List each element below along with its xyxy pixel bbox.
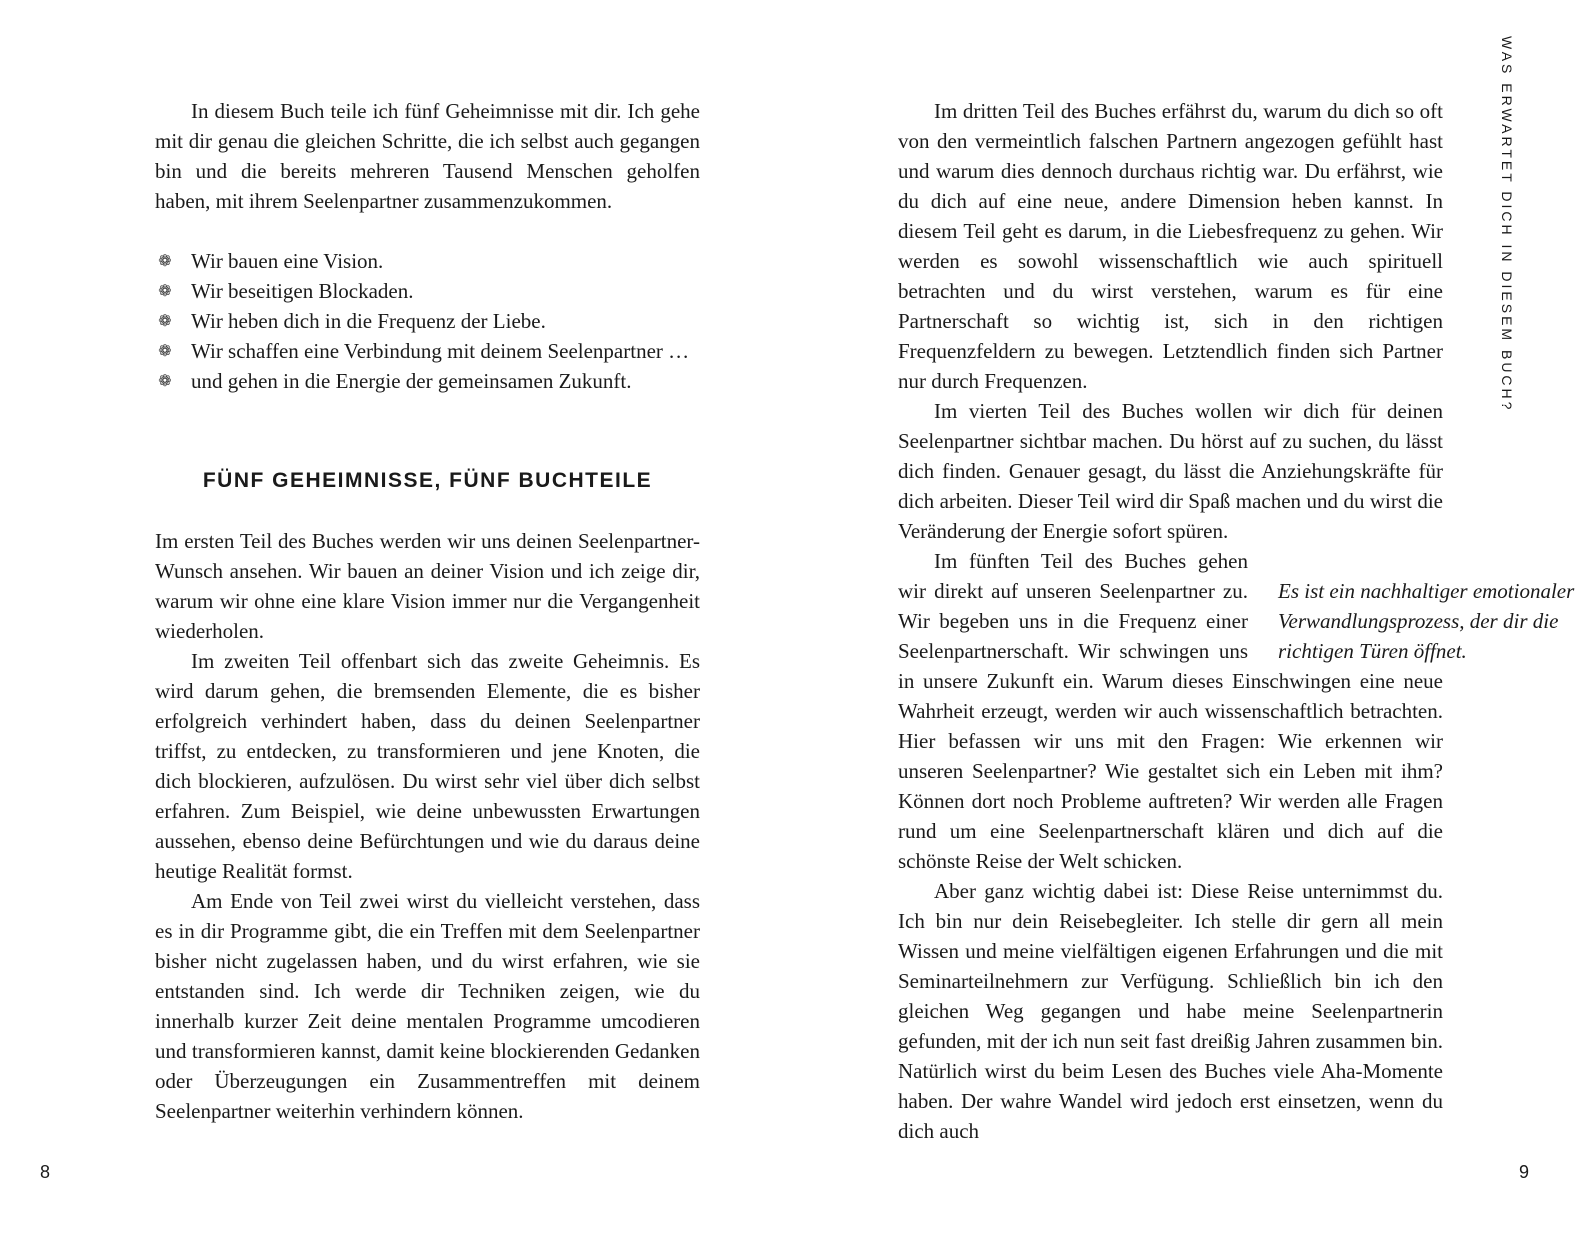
running-head: WAS ERWARTET DICH IN DIESEM BUCH? [1499, 36, 1515, 413]
list-item-text: Wir schaffen eine Verbindung mit deinem Seelenpartner … [191, 339, 690, 363]
list-item [155, 246, 700, 276]
paragraph-part-five: Im fünften Teil des Buches gehen wir direkt auf unseren Seelenpartner zu. Wir begeben uns in die Frequenz einer Seelenpartnerschaft. Wir schwingen uns in unsere Zukunft ein. Warum dieses Einschwingen eine neue Wahrheit erzeugt, werden wir auch wissenschaftlich betrachten. Hier befassen wir uns mit den Fragen: Wie erkennen wir unseren Seelenpartner? Wie gestaltet sich ein Leben mit ihm? Können dort noch Probleme auftreten? Wir werden alle Fragen rund um eine Seelenpartnerschaft klären und dich auf die schönste Reise der Welt schicken. [898, 549, 1443, 873]
page-number-right: 9 [1519, 1162, 1530, 1182]
list-item-text: Wir beseitigen Blockaden. [191, 279, 414, 303]
flower-ornament-icon: ❁ [158, 251, 172, 270]
paragraph-part-three: Im dritten Teil des Buches erfährst du, warum du dich so oft von den vermeintlich falschen Partnern angezogen gefühlt hast und warum dies dennoch durchaus richtig war. Du erfährst, wie du dich auf eine neue, andere Dimension heben kannst. In diesem Teil geht es darum, in die Liebesfrequenz zu gehen. Wir werden es sowohl wissenschaftlich wie auch spirituell betrachten und du wirst verstehen, warum es für eine Partnerschaft so wichtig ist, sich in den richtigen Frequenzfeldern zu bewegen. Letztendlich finden sich Partner nur durch Frequenzen. [898, 99, 1443, 393]
flower-ornament-icon: ❁ [158, 311, 172, 330]
section-heading: FÜNF GEHEIMNISSE, FÜNF BUCHTEILE [202, 469, 653, 492]
list-item [155, 306, 700, 336]
list-item-text: und gehen in die Energie der gemeinsamen Zukunft. [191, 369, 632, 393]
paragraph-part-four: Im vierten Teil des Buches wollen wir dich für deinen Seelenpartner sichtbar machen. Du hörst auf zu suchen, du lässt dich finden. Genauer gesagt, du lässt die Anziehungskräfte für dich arbeiten. Dieser Teil wird dir Spaß machen und du wirst die Veränderung der Energie sofort spüren. [898, 399, 1443, 543]
paragraph-closing: Aber ganz wichtig dabei ist: Diese Reise unternimmst du. Ich bin nur dein Reisebegleiter. Ich stelle dir gern all mein Wissen und meine vielfältigen eigenen Erfahrungen und die mit Seminarteilnehmern zur Verfügung. Schließlich bin ich den gleichen Weg gegangen und habe meine Seelenpartnerin gefunden, mit der ich nun seit fast dreißig Jahren zusammen bin. Natürlich wirst du beim Lesen des Buches viele Aha-Momente haben. Der wahre Wandel wird jedoch erst einsetzen, wenn du dich auch [898, 879, 1443, 1143]
goals-list [155, 246, 700, 396]
page-number-left: 8 [40, 1162, 51, 1182]
intro-paragraph: In diesem Buch teile ich fünf Geheimnisse mit dir. Ich gehe mit dir genau die gleichen Schritte, die ich selbst auch gegangen bin und die bereits mehreren Tausend Menschen geholfen haben, mit ihrem Seelenpartner zusammenzukommen. [155, 99, 700, 213]
pullquote: Es ist ein nachhaltiger emotionaler Verwandlungsprozess, der dir die richtigen Türen öffnet. [1278, 579, 1575, 663]
left-text-column [155, 96, 700, 1126]
list-item [155, 336, 700, 366]
list-item-text: Wir bauen eine Vision. [191, 249, 384, 273]
list-item [155, 276, 700, 306]
pullquote-wrap [898, 546, 1575, 876]
list-item [155, 366, 700, 396]
paragraph-part-one: Im ersten Teil des Buches werden wir uns deinen Seelenpartner-Wunsch ansehen. Wir bauen an deiner Vision und ich zeige dir, warum wir ohne eine klare Vision immer nur die Vergangenheit wiederholen. [155, 529, 700, 643]
flower-ornament-icon: ❁ [158, 281, 172, 300]
list-item-text: Wir heben dich in die Frequenz der Liebe. [191, 309, 546, 333]
paragraph-part-two: Im zweiten Teil offenbart sich das zweite Geheimnis. Es wird darum gehen, die bremsenden Elemente, die es bisher erfolgreich verhindert haben, dass du deinen Seelenpartner triffst, zu entdecken, zu transformieren und jene Knoten, die dich blockieren, aufzulösen. Du wirst sehr viel über dich selbst erfahren. Zum Beispiel, wie deine unbewussten Erwartungen aussehen, ebenso deine Befürchtungen und wie du daraus deine heutige Realität formst. [155, 649, 700, 883]
paragraph-part-two-end: Am Ende von Teil zwei wirst du vielleicht verstehen, dass es in dir Programme gibt, die ein Treffen mit dem Seelenpartner bisher nicht zugelassen haben, und du wirst erfahren, wie sie entstanden sind. Ich werde dir Techniken zeigen, wie du innerhalb kurzer Zeit deine mentalen Programme umcodieren und transformieren kannst, damit keine blockierenden Gedanken oder Überzeugungen ein Zusammentreffen mit deinem Seelenpartner weiterhin verhindern können. [155, 889, 700, 1123]
flower-ornament-icon: ❁ [158, 371, 172, 390]
flower-ornament-icon: ❁ [158, 341, 172, 360]
right-page [797, 0, 1594, 1240]
